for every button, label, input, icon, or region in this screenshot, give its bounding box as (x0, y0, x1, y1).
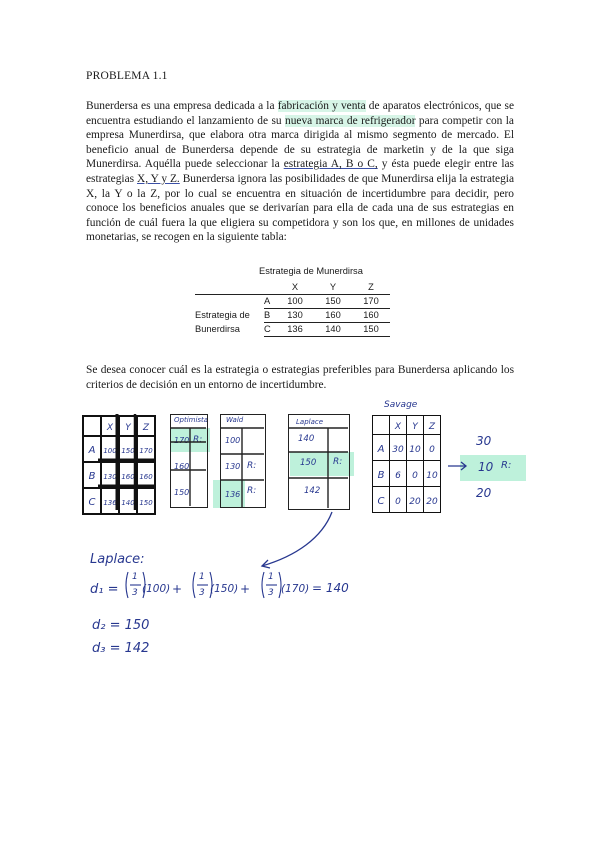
fraction-numerator: 1 (268, 572, 274, 582)
paren-stroke (262, 572, 264, 598)
result-mark: R: (193, 435, 203, 445)
calc-term: (150) (210, 583, 239, 595)
grid-cell: 150 (139, 499, 153, 507)
grid-cell: 160 (121, 473, 135, 481)
grid-col-header: Z (428, 422, 436, 432)
d3-result: d₃ = 142 (92, 641, 150, 656)
laplace-title: Laplace (296, 418, 324, 426)
table-cell: 150 (352, 323, 390, 337)
underline-run: estrategia A, B o C, (283, 158, 378, 171)
grid-row-label: A (88, 445, 96, 456)
laplace-value: 142 (304, 486, 321, 496)
plus-sign: + (172, 582, 183, 596)
column-header: X (291, 282, 299, 292)
grid-cell: 10 (426, 470, 438, 481)
text-run: Bunerdersa es una empresa dedicada a la (86, 100, 278, 112)
grid-row-label: B (88, 471, 96, 482)
table-cell: 160 (352, 309, 390, 323)
grid-cell: 20 (426, 496, 438, 507)
grid-col-header: Y (125, 423, 131, 433)
grid-cell: 30 (392, 444, 404, 455)
grid-cell: 130 (103, 473, 117, 481)
table-cell: 100 (276, 295, 314, 309)
highlight-run: fabricación y venta (277, 100, 366, 112)
grid-col-header: Z (142, 423, 150, 433)
result-mark: R: (333, 457, 343, 467)
table-cell: 130 (276, 309, 314, 323)
max-regret-value: 10 (478, 460, 494, 474)
paren-stroke (193, 572, 195, 598)
laplace-value: 150 (300, 458, 317, 468)
underline-run: X, Y y Z. (137, 172, 180, 185)
grid-cell: 10 (409, 444, 421, 455)
grid-col-header: X (106, 423, 114, 433)
d1-result: = 140 (312, 581, 349, 595)
column-header: Y (329, 282, 337, 292)
wald-value: 100 (225, 436, 241, 445)
wald-value: 130 (225, 462, 241, 471)
question-text: Se desea conocer cuál es la estrategia o estrategias preferibles para Bunerdersa aplicando los criterios de decisión en un entorno de incertidumbre. (86, 364, 514, 391)
fraction-denominator: 3 (132, 588, 138, 598)
optimista-value: 160 (174, 462, 190, 471)
grid-cell: 0 (412, 470, 418, 481)
plus-sign: + (240, 582, 251, 596)
grid-col-header: X (394, 422, 402, 432)
column-header: Z (368, 282, 374, 292)
table-cell: 150 (314, 295, 352, 309)
optimista-value: 170 (174, 436, 190, 445)
laplace-heading: Laplace: (90, 552, 145, 567)
grid-cell: 100 (103, 447, 117, 455)
paren-stroke (126, 572, 128, 598)
row-label: A (264, 295, 276, 309)
wald-value: 136 (225, 490, 241, 499)
grid-cell: 170 (139, 447, 153, 455)
result-mark: R: (247, 486, 257, 496)
problem-title: PROBLEMA 1.1 (86, 70, 168, 82)
grid-cell: 0 (395, 496, 401, 507)
row-group-label: Estrategia de (195, 310, 250, 320)
max-regret-value: 20 (476, 486, 492, 500)
paren-stroke (210, 572, 212, 598)
table-caption: Estrategia de Munerdirsa (259, 266, 363, 276)
text-run: para competir con la empresa Munerdirsa, que elabora otra marca dirigida al mismo segmento de mercado. El beneficio anual de Bunerdersa depende de su estrategia de marketin y de la que siga Munerdirsa. Aquélla puede seleccionar la (86, 114, 514, 171)
grid-row-label: C (377, 495, 385, 507)
grid-cell: 150 (121, 447, 135, 455)
table-cell: 136 (276, 323, 314, 337)
result-mark: R: (501, 460, 512, 471)
table-cell: 160 (314, 309, 352, 323)
fraction-numerator: 1 (199, 572, 205, 582)
fraction-numerator: 1 (132, 572, 138, 582)
result-mark: R: (247, 461, 257, 471)
row-group-label: Bunerdirsa (195, 324, 240, 334)
wald-title: Wald (226, 416, 244, 424)
text-run: Bunerdersa ignora las posibilidades de que Munerdirsa elija la estrategia X, la Y o la Z, por lo cual se encuentra en situación de incertidumbre para decidir, pero conoce los beneficios anuales que se derivarían para ella de cada una de sus estrategias en función de cuál fuera la que eligiera su competidora y son los que, en millones de unidades monetarias, se recogen en la siguiente tabla: (86, 172, 515, 244)
grid-cell: 136 (103, 499, 117, 507)
savage-title: Savage (384, 400, 418, 410)
grid-row-label: A (377, 443, 385, 455)
grid-row-label: B (377, 469, 385, 481)
fraction-denominator: 3 (199, 588, 205, 598)
row-label: B (264, 309, 276, 323)
paren-stroke (143, 572, 145, 598)
grid-cell: 20 (409, 496, 421, 507)
grid-cell: 0 (429, 444, 435, 455)
grid-cell: 160 (139, 473, 153, 481)
paren-stroke (279, 572, 281, 598)
highlight-run: nueva marca de refrigerador (285, 114, 416, 127)
text-run: de aparatos electrónicos, que se encuentra estudiando el lanzamiento de su (86, 100, 515, 127)
table-cell: 140 (314, 323, 352, 337)
max-regret-value: 30 (476, 434, 492, 448)
fraction-denominator: 3 (268, 588, 274, 598)
grid-cell: 140 (121, 499, 135, 507)
grid-cell: 6 (395, 470, 401, 481)
calc-term: (170) (281, 583, 310, 595)
laplace-value: 140 (298, 434, 315, 444)
calc-term: (100) (142, 583, 171, 595)
row-label: C (264, 323, 276, 337)
optimista-value: 150 (174, 488, 190, 497)
table-cell: 170 (352, 295, 390, 309)
optimista-title: Optimista (174, 416, 209, 424)
arrow-line (262, 512, 332, 566)
d2-result: d₂ = 150 (92, 618, 150, 633)
grid-row-label: C (88, 497, 96, 508)
d1-label: d₁ = (90, 582, 119, 597)
grid-col-header: Y (412, 422, 418, 432)
text-run: y ésta puede elegir entre las estrategias (86, 158, 514, 185)
